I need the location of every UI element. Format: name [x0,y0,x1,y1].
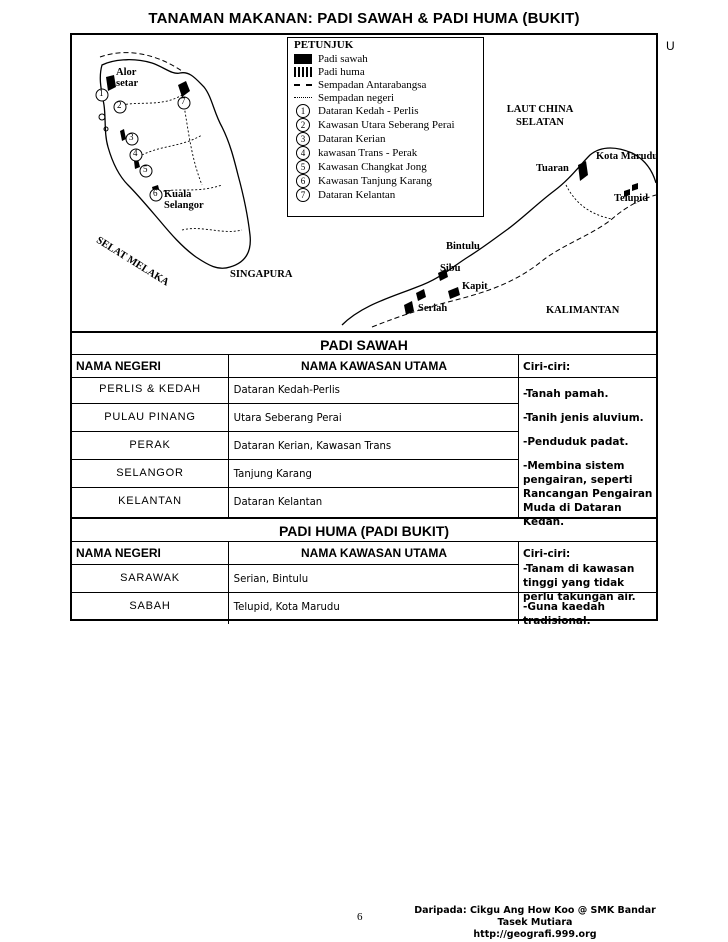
legend-item [294,146,417,159]
black-block-icon [294,54,312,64]
padi-sawah-area [404,301,414,315]
island [99,114,105,120]
ciri-heading: Ciri-ciri: [523,361,571,373]
map-number: 2 [117,100,122,110]
table-cell-state: PERLIS & KEDAH [99,383,201,395]
table-cell-state: PERAK [129,439,171,451]
number-circle-icon: 4 [296,146,310,160]
table-cell-area: Dataran Kedah-Perlis [233,383,340,396]
dash-line-icon [294,84,312,86]
padi-huma-table [72,542,656,627]
legend-label: Kawasan Changkat Jong [318,160,427,173]
legend-item [294,118,455,131]
legend-label: Sempadan negeri [318,91,395,104]
dot-line-icon [294,97,312,98]
legend-item [294,52,368,65]
number-circle-icon: 6 [296,174,310,188]
padi-huma-area [632,183,638,191]
place-kalimantan: KALIMANTAN [546,305,620,316]
place-kota-marudu: Kota Marudu [596,151,659,162]
legend-label: Dataran Kerian [318,132,386,145]
place-bintulu: Bintulu [446,241,480,252]
map-number: 1 [99,88,104,98]
place-tuaran: Tuaran [536,163,569,174]
legend-title: PETUNJUK [294,39,354,51]
content-frame [70,33,675,627]
padi-sawah-table [72,355,656,528]
legend-label: Padi sawah [318,52,368,65]
table-cell-area: Tanjung Karang [233,467,312,480]
ciri-item: -Tanih jenis aluvium. [523,412,644,424]
map-number: 4 [133,148,138,158]
legend-item [294,104,419,117]
legend-label: Sempadan Antarabangsa [318,78,427,91]
map-number: 3 [129,132,134,142]
ciri-heading: Ciri-ciri: [523,548,571,560]
place-serian: Seriah [418,303,448,314]
map-panel [72,35,675,331]
table-cell-state: SELANGOR [116,467,184,479]
padi-sawah-area [178,81,190,97]
credit-url: http://geografi.999.org [473,929,597,940]
state-boundary [566,185,612,219]
peninsular-outline [100,60,250,269]
ciri-item: -Penduduk padat. [523,436,629,448]
north-label: U [666,39,675,53]
page-number: 6 [357,911,363,923]
header-nama-kawasan: NAMA KAWASAN UTAMA [301,359,447,373]
legend-label: kawasan Trans - Perak [318,146,418,159]
padi-huma-area [416,289,426,301]
place-sibu: Sibu [440,263,461,274]
legend-label: Padi huma [318,65,365,78]
legend-label: Kawasan Utara Seberang Perai [318,118,455,131]
sea-laut-china-selatan: LAUT CHINA SELATAN [506,104,574,128]
legend-item [294,132,386,145]
header-nama-negeri: NAMA NEGERI [76,359,161,373]
page-title: TANAMAN MAKANAN: PADI SAWAH & PADI HUMA (BUKIT) [148,10,580,27]
header-nama-negeri: NAMA NEGERI [76,546,161,560]
credit-author: Daripada: Cikgu Ang How Koo @ SMK Bandar Tasek Mutiara [414,905,656,928]
ciri-item: -Membina sistem pengairan, seperti Rancangan Pengairan Muda di Dataran Kedah. [523,460,653,528]
table-cell-area: Telupid, Kota Marudu [233,600,340,613]
map-number: 5 [143,164,148,174]
map-number: 6 [153,188,158,198]
legend-item [294,65,365,78]
table-cell-state: PULAU PINANG [104,411,196,423]
place-alor-setar: Alor setar [116,67,139,89]
table-cell-state: KELANTAN [118,495,182,507]
padi-huma-area [448,287,460,299]
legend-label: Kawasan Tanjung Karang [318,174,432,187]
table-cell-state: SABAH [129,600,171,612]
number-circle-icon: 5 [296,160,310,174]
header-nama-kawasan: NAMA KAWASAN UTAMA [301,546,447,560]
map-number-markers [96,89,190,201]
map-number: 7 [181,96,186,106]
ciri-item: -Tanah pamah. [523,388,609,400]
legend-item [294,160,427,173]
legend-item [294,174,432,187]
state-boundary [142,135,202,155]
ciri-item: -Guna kaedah tradisional. [523,601,605,627]
legend-label: Dataran Kedah - Perlis [318,104,419,117]
legend-item [294,188,395,201]
legend-label: Dataran Kelantan [318,188,396,201]
map-legend [287,37,484,217]
header-ciri [520,359,656,374]
number-circle-icon: 3 [296,132,310,146]
padi-sawah-area [578,161,588,181]
state-boundary [182,229,242,232]
state-boundary [122,95,182,105]
padi-sawah-area [120,129,126,141]
padi-sawah-heading: PADI SAWAH [72,331,656,355]
table-cell-area: Utara Seberang Perai [233,411,342,424]
padi-sawah-area [106,75,116,91]
striped-block-icon [294,67,312,77]
header-ciri [520,546,656,561]
table-cell-area: Serian, Bintulu [233,572,309,585]
padi-huma-heading: PADI HUMA (PADI BUKIT) [72,518,656,542]
sea-selat-melaka: SELAT MELAKA [94,235,171,289]
place-telupid: Telupid [614,193,649,204]
table-cell-area: Dataran Kelantan [233,495,323,508]
place-kuala-selangor: Kuala Selangor [164,189,204,211]
footer-credit [400,905,670,941]
place-kapit: Kapit [462,281,488,292]
number-circle-icon: 7 [296,188,310,202]
place-singapura: SINGAPURA [230,269,293,280]
tables-section [72,331,656,627]
number-circle-icon: 1 [296,104,310,118]
table-cell-area: Dataran Kerian, Kawasan Trans [233,439,392,452]
ciri-item: -Tanam di kawasan tinggi yang tidak perlu takungan air. [523,563,636,603]
legend-item [294,78,426,91]
legend-item [294,91,394,104]
number-circle-icon: 2 [296,118,310,132]
table-cell-state: SARAWAK [120,572,180,584]
